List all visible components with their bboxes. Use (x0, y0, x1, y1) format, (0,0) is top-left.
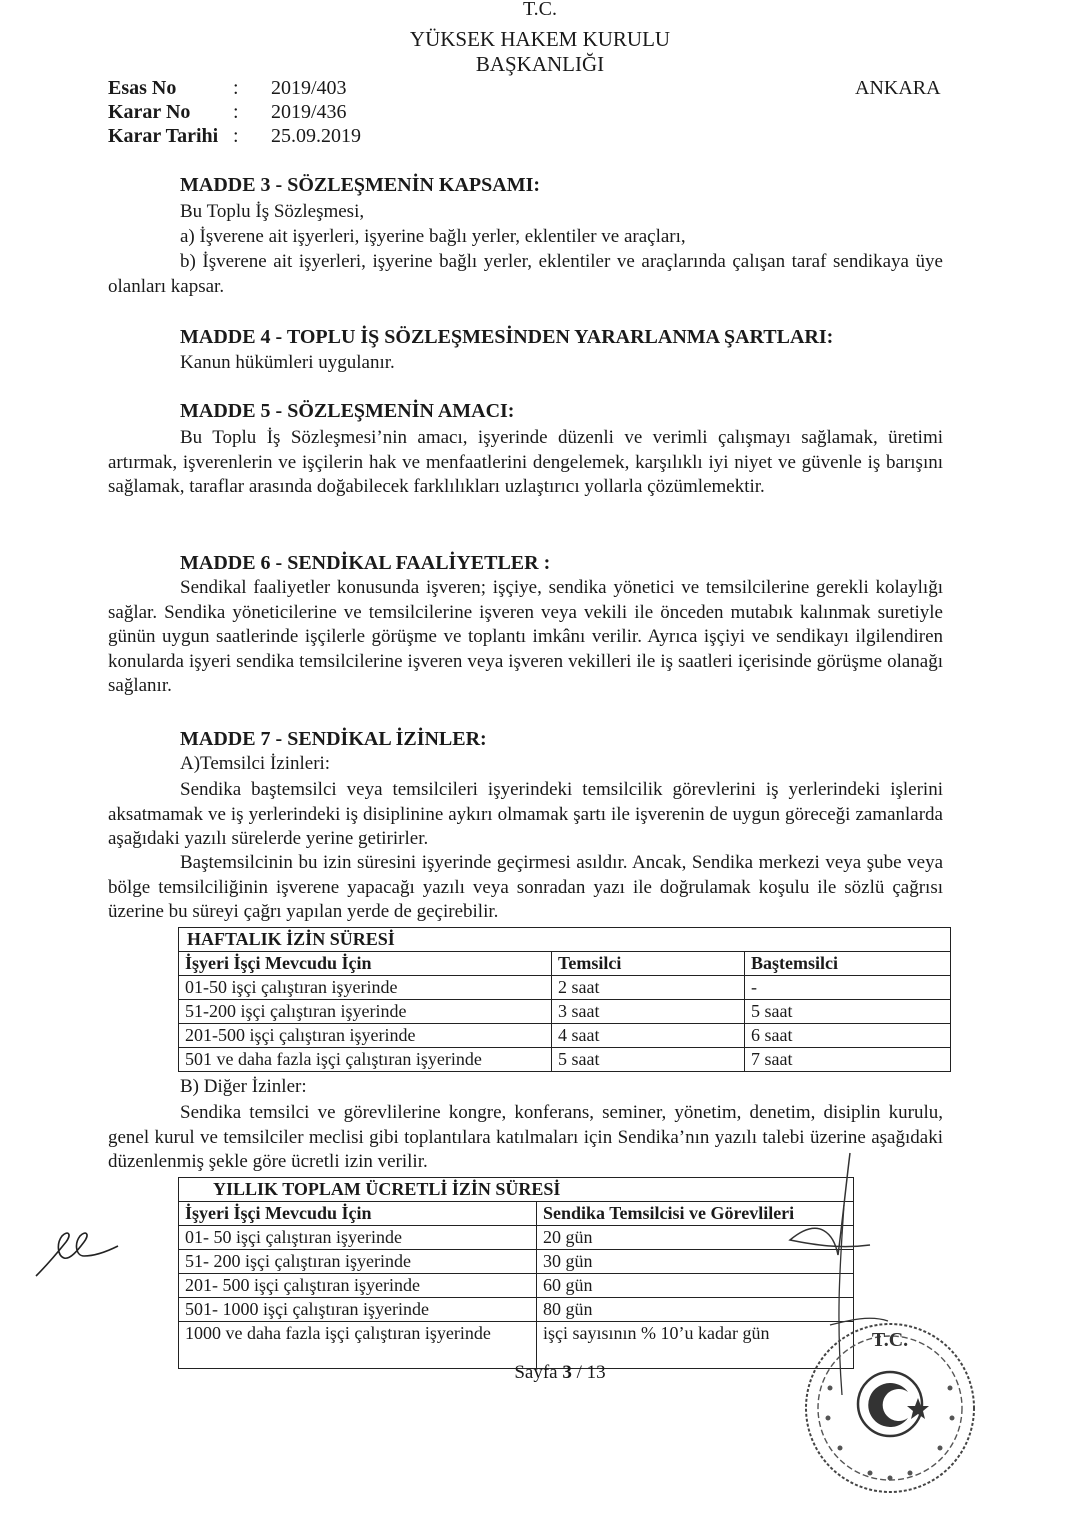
table-header-cell: Baştemsilci (745, 952, 951, 976)
header-title-line1: YÜKSEK HAKEM KURULU (409, 27, 671, 51)
madde3-heading: MADDE 3 - SÖZLEŞMENİN KAPSAMI: (180, 174, 541, 196)
table-header-cell: Sendika Temsilcisi ve Görevlileri (537, 1202, 854, 1226)
table-cell: 501- 1000 işçi çalıştıran işyerinde (179, 1298, 537, 1322)
madde3-item-b: b) İşverene ait işyerleri, işyerine bağlı yerler, eklentiler ve araçlarında çalışan taraf sendikaya üye olanları kapsar. (108, 251, 943, 297)
table-cell: 80 gün (537, 1298, 854, 1322)
madde7-para1: Sendika baştemsilci veya temsilcileri işyerindeki temsilcilik görevlerini iş yerlerindeki işlerini aksatmamak ve iş yerlerindeki iş disiplinine aykırı olmamak şartı ile işverenin de uygun göreceği zamanlarda aşağıdaki yazılı sürelerde yerine getirirler. (108, 779, 943, 849)
table-header-cell: Temsilci (552, 952, 745, 976)
table-row (179, 1298, 854, 1322)
table-cell: 5 saat (745, 1000, 951, 1024)
madde7-heading: MADDE 7 - SENDİKAL İZİNLER: (180, 728, 487, 750)
table-cell: 7 saat (745, 1048, 951, 1072)
page-number-prefix: Sayfa (514, 1362, 563, 1383)
madde7-sub-b: B) Diğer İzinler: (180, 1076, 307, 1097)
meta-karar-no (108, 100, 347, 124)
madde4-text: Kanun hükümleri uygulanır. (180, 352, 395, 373)
annual-leave-table (178, 1177, 854, 1369)
madde4-heading: MADDE 4 - TOPLU İŞ SÖZLEŞMESİNDEN YARARLANMA ŞARTLARI: (180, 326, 834, 348)
madde7-para3: Sendika temsilci ve görevlilerine kongre, konferans, seminer, yönetim, denetim, disiplin kurulu, genel kurul ve temsilciler meclisi gibi toplantılara katılmaları için Sendika’nın yazılı talebi üzerine aşağıdaki düzenlenmiş şekle göre ücretli izin verilir. (108, 1102, 943, 1172)
table-cell: 201-500 işçi çalıştıran işyerinde (179, 1024, 552, 1048)
table-cell: - (745, 976, 951, 1000)
madde5-heading: MADDE 5 - SÖZLEŞMENİN AMACI: (180, 400, 515, 422)
madde7-para1-block (108, 778, 943, 852)
meta-colon: : (233, 125, 239, 147)
table-cell: 30 gün (537, 1250, 854, 1274)
header-tc: T.C. (522, 2, 558, 20)
table-header-cell: İşyeri İşçi Mevcudu İçin (179, 1202, 537, 1226)
madde5-text: Bu Toplu İş Sözleşmesi’nin amacı, işyerinde düzenli ve verimli çalışmayı sağlamak, üretimi artırmak, işverenlerin ve işçilerin hak ve menfaatlerini dengelemek, karşılıklı iyi niyet ve güvenle iş barışını sağlamak, taraflar arasında doğabilecek farklılıkları uzlaştırıcı yollarla çözümlemektir. (108, 427, 943, 497)
table-cell: 501 ve daha fazla işçi çalıştıran işyerinde (179, 1048, 552, 1072)
header-city: ANKARA (855, 77, 941, 99)
table-row (179, 976, 951, 1000)
table-cell: 201- 500 işçi çalıştıran işyerinde (179, 1274, 537, 1298)
table-cell: 60 gün (537, 1274, 854, 1298)
table-row (179, 1000, 951, 1024)
madde7-para2-block (108, 851, 943, 925)
table-cell: 51- 200 işçi çalıştıran işyerinde (179, 1250, 537, 1274)
table-row (179, 1226, 854, 1250)
madde7-para2: Baştemsilcinin bu izin süresini işyerinde geçirmesi asıldır. Ancak, Sendika merkezi veya şube veya bölge temsilciliğinin işverene yapacağı yazılı veya sonradan yazı ile doğrulamak koşulu ile sözlü çağrısı üzerine bu süreyi çağrı yapılan yerde de geçirebilir. (108, 852, 943, 922)
meta-value: 2019/403 (271, 77, 347, 99)
table-cell: 6 saat (745, 1024, 951, 1048)
table-cell: 1000 ve daha fazla işçi çalıştıran işyerinde (179, 1322, 537, 1369)
table-header-row (179, 1202, 854, 1226)
table-cell: işçi sayısının % 10’u kadar gün (537, 1322, 854, 1369)
page-number-current: 3 (562, 1362, 572, 1383)
madde3-intro: Bu Toplu İş Sözleşmesi, (180, 201, 365, 222)
table-header-cell: İşyeri İşçi Mevcudu İçin (179, 952, 552, 976)
table-cell: 20 gün (537, 1226, 854, 1250)
header-title-line2: BAŞKANLIĞI (475, 52, 605, 76)
meta-colon: : (233, 101, 239, 123)
madde3-item-a: a) İşverene ait işyerleri, işyerine bağlı yerler, eklentiler ve araçları, (180, 226, 686, 247)
madde6-text: Sendikal faaliyetler konusunda işveren; işçiye, sendika yönetici ve temsilcilerine gerekli kolaylığı sağlar. Sendika yöneticilerine ve temsilcilerine işveren veya vekili ile önceden mutabık kalınmak suretiyle günün uygun saatlerinde işçilerle görüşme ve toplantı imkânı verilir. Ayrıca işçiyi ve sendikayı ilgilendiren konularda işyeri sendika temsilcilerine işveren veya işveren vekilleri ile iş saatleri içerisinde görüşme olanağı sağlanır. (108, 577, 943, 696)
table-cell: 01- 50 işçi çalıştıran işyerinde (179, 1226, 537, 1250)
table-title: HAFTALIK İZİN SÜRESİ (179, 928, 951, 952)
stamp-text: T.C. (871, 1329, 909, 1351)
madde7-sub-a: A)Temsilci İzinleri: (180, 753, 331, 774)
official-stamp (800, 1318, 980, 1498)
meta-colon: : (233, 77, 239, 99)
table-row (179, 1048, 951, 1072)
table-row (179, 1274, 854, 1298)
table-header-row (179, 952, 951, 976)
table-row (179, 1024, 951, 1048)
madde6-heading: MADDE 6 - SENDİKAL FAALİYETLER : (180, 552, 551, 574)
table-cell: 4 saat (552, 1024, 745, 1048)
madde5-block (108, 426, 943, 500)
table-row (179, 1250, 854, 1274)
meta-label: Esas No (108, 77, 177, 99)
meta-label: Karar Tarihi (108, 125, 219, 147)
table-title-row (179, 1178, 854, 1202)
meta-label: Karar No (108, 101, 191, 123)
table-cell: 5 saat (552, 1048, 745, 1072)
table-cell: 3 saat (552, 1000, 745, 1024)
table-title: YILLIK TOPLAM ÜCRETLİ İZİN SÜRESİ (179, 1178, 854, 1202)
table-cell: 51-200 işçi çalıştıran işyerinde (179, 1000, 552, 1024)
page-number-suffix: / 13 (571, 1362, 606, 1383)
table-cell: 2 saat (552, 976, 745, 1000)
table-cell: 01-50 işçi çalıştıran işyerinde (179, 976, 552, 1000)
meta-value: 2019/436 (271, 101, 347, 123)
meta-esas-no (108, 76, 347, 100)
initials-signature (28, 1222, 123, 1282)
weekly-leave-table (178, 927, 951, 1072)
meta-karar-tarihi (108, 124, 361, 148)
madde3-item-b-block (108, 250, 943, 299)
meta-value: 25.09.2019 (271, 125, 361, 147)
madde6-block (108, 576, 943, 699)
table-title-row (179, 928, 951, 952)
